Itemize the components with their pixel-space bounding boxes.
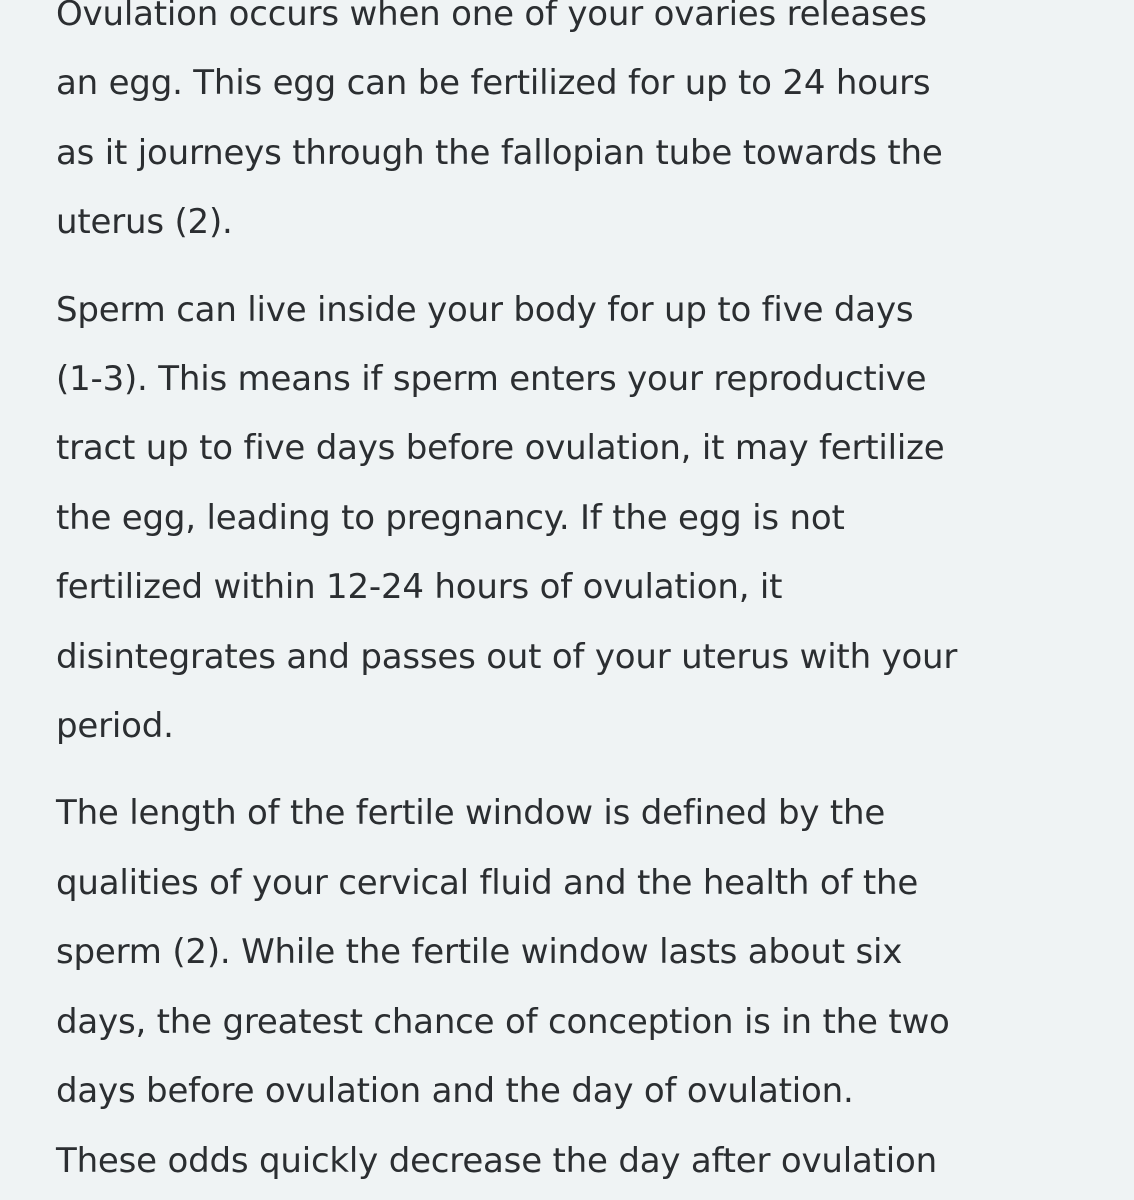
article-body [56, 0, 1096, 1196]
paragraph-ovulation [56, 0, 1096, 258]
text-line: the egg, leading to pregnancy. If the egg is not [56, 497, 845, 538]
text-line: uterus (2). [56, 202, 233, 243]
text-line: as it journeys through the fallopian tube towards the [56, 132, 943, 173]
text-line: Ovulation occurs when one of your ovaries releases [56, 0, 927, 34]
text-line: days before ovulation and the day of ovulation. [56, 1071, 854, 1112]
text-line: fertilized within 12-24 hours of ovulation, it [56, 567, 783, 608]
text-line: The length of the fertile window is defined by the [56, 793, 886, 834]
text-line: qualities of your cervical fluid and the health of the [56, 862, 919, 903]
text-line: sperm (2). While the fertile window lasts about six [56, 932, 903, 973]
text-line: disintegrates and passes out of your uterus with your [56, 636, 958, 677]
paragraph-sperm [56, 276, 1096, 762]
text-line: period. [56, 706, 174, 747]
text-line: (1-3). This means if sperm enters your reproductive [56, 359, 927, 400]
text-line: tract up to five days before ovulation, it may fertilize [56, 428, 945, 469]
text-line: days, the greatest chance of conception is in the two [56, 1001, 950, 1042]
paragraph-fertile-window [56, 779, 1096, 1195]
text-line: Sperm can live inside your body for up to five days [56, 289, 914, 330]
text-line: an egg. This egg can be fertilized for up to 24 hours [56, 63, 931, 104]
text-line: These odds quickly decrease the day after ovulation [56, 1140, 937, 1181]
